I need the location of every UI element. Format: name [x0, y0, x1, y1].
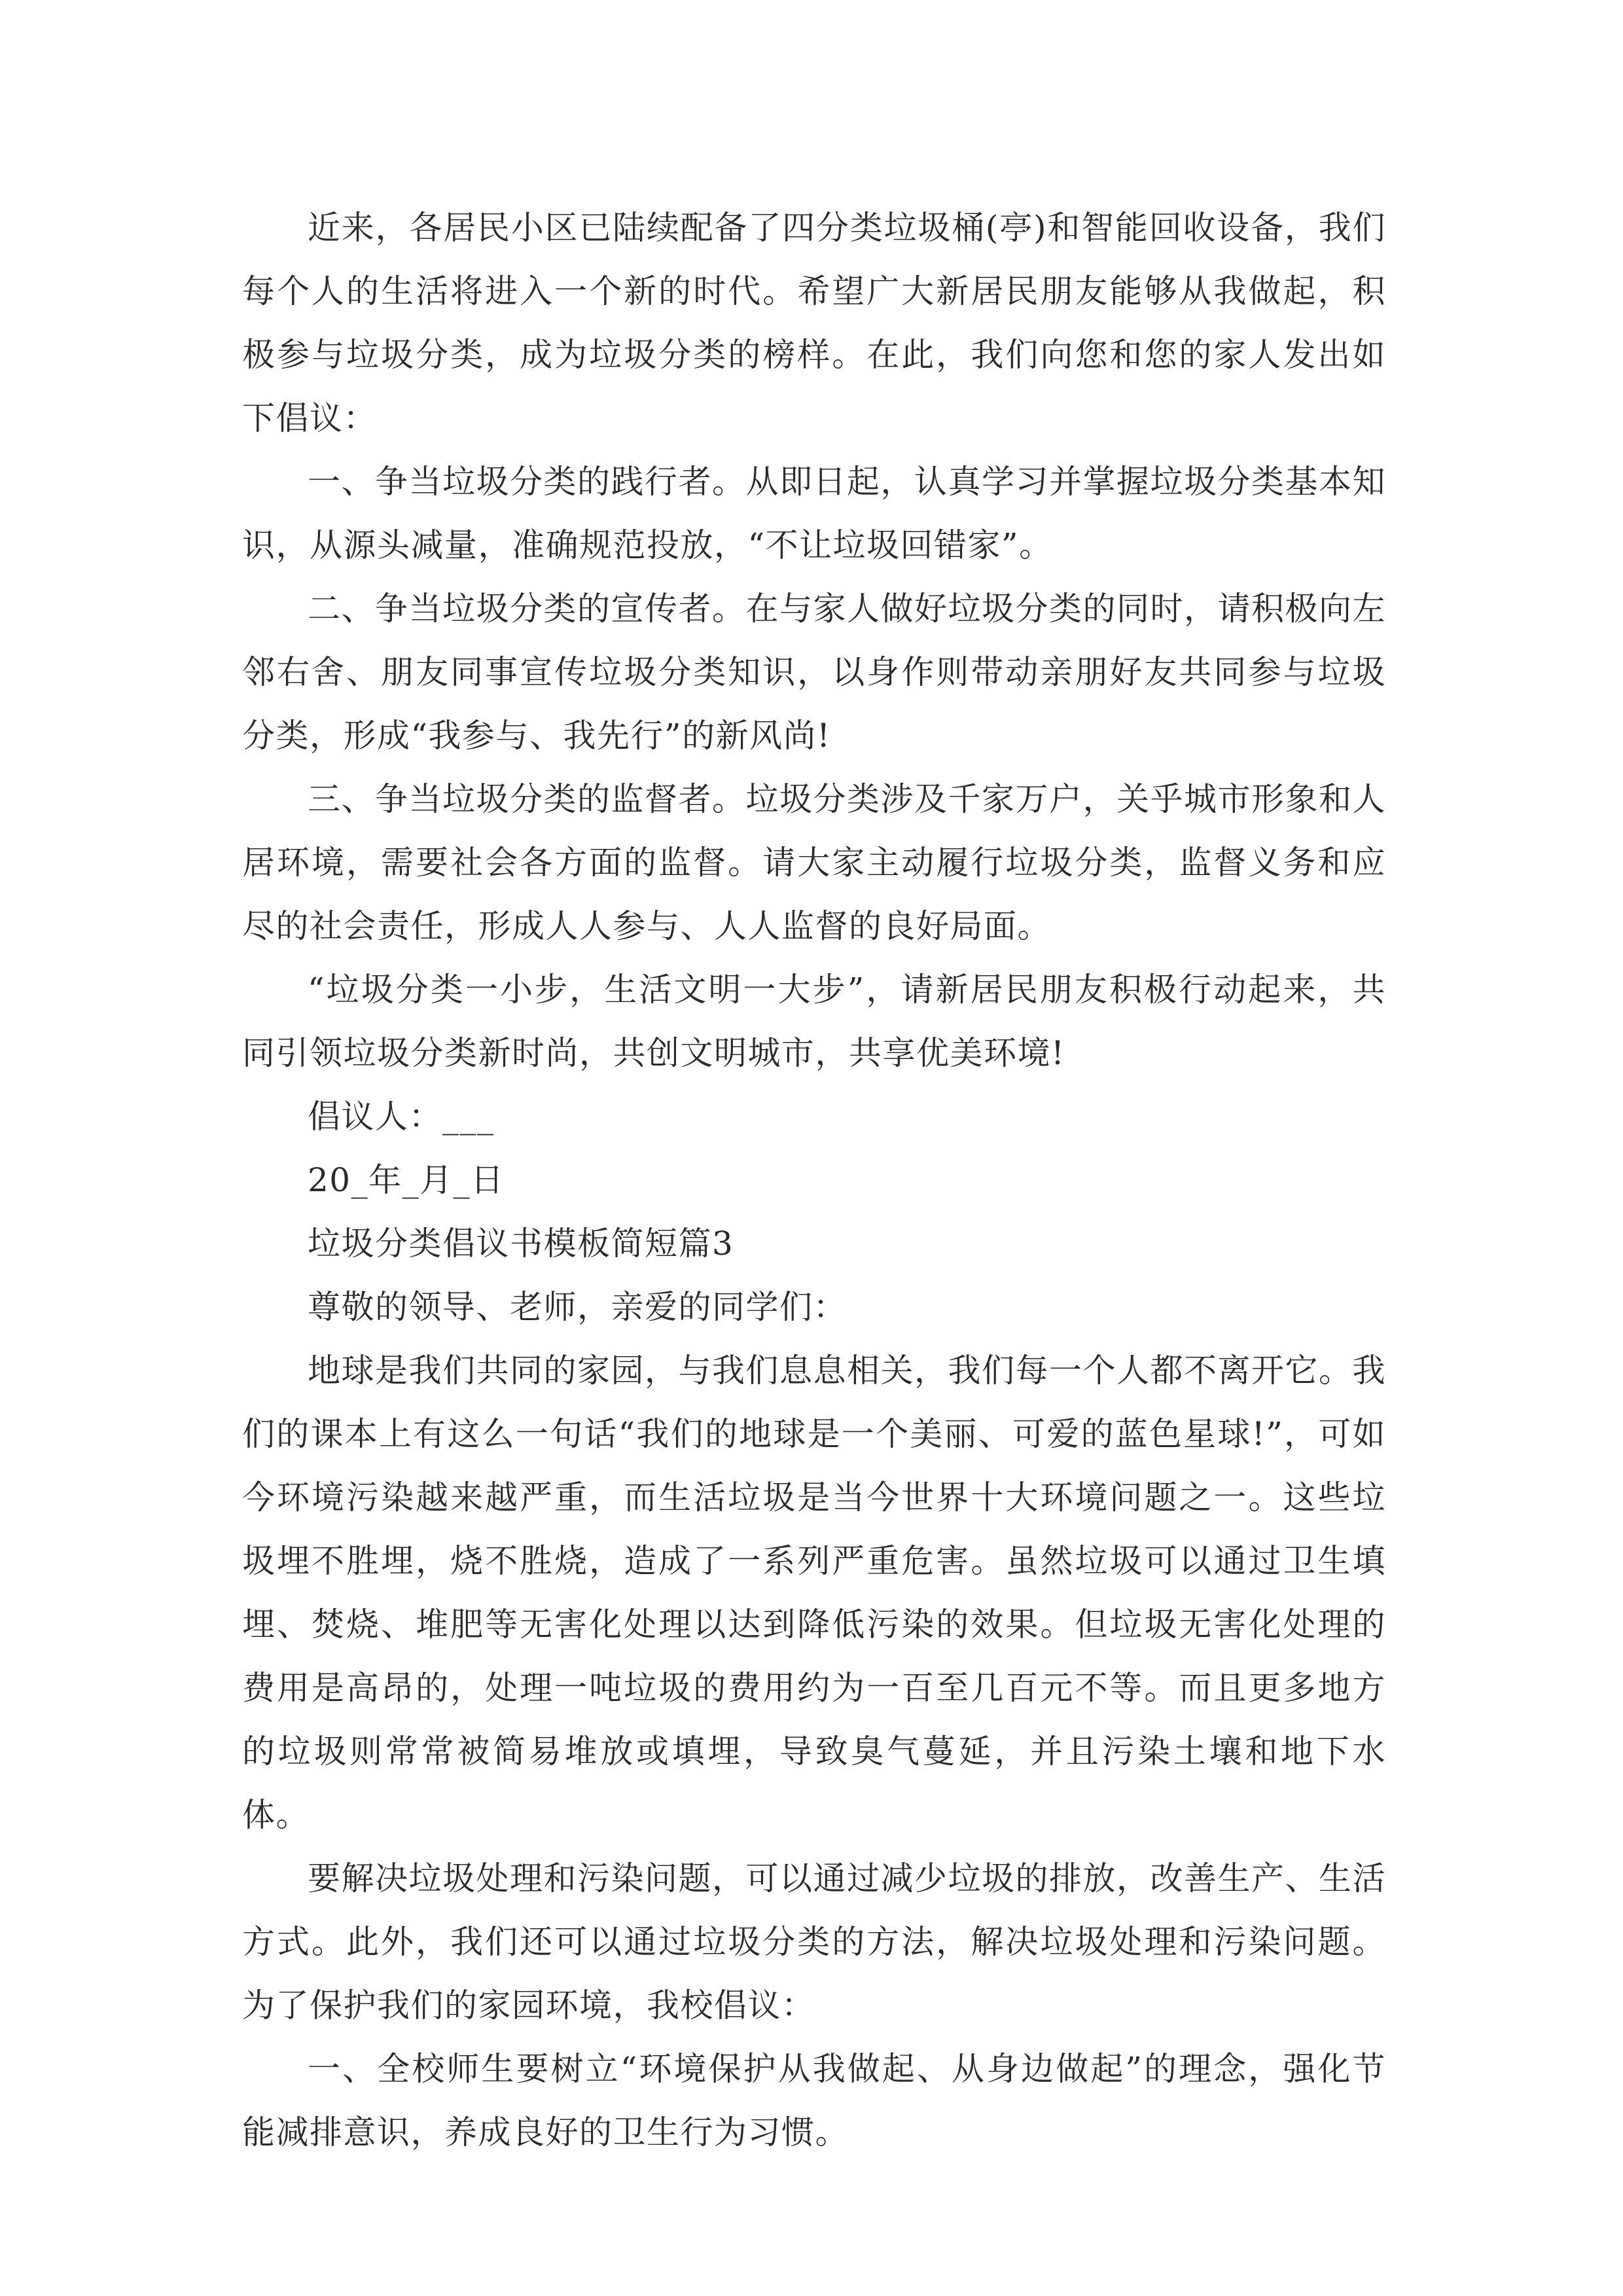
date-line: 20_年_月_日	[308, 1161, 505, 1199]
proposal-item-3: 三、争当垃圾分类的监督者。垃圾分类涉及千家万户，关乎城市形象和人居环境，需要社会各方面的监督。请大家主动履行垃圾分类，监督义务和应尽的社会责任，形成人人参与、人人监督的良好局面。	[242, 780, 1386, 945]
proposal-item-1: 一、争当垃圾分类的践行者。从即日起，认真学习并掌握垃圾分类基本知识，从源头减量，准确规范投放，“不让垃圾回错家”。	[242, 463, 1386, 564]
signer-line: 倡议人：___	[308, 1098, 495, 1136]
body-paragraph-2: 要解决垃圾处理和污染问题，可以通过减少垃圾的排放，改善生产、生活方式。此外，我们还可以通过垃圾分类的方法，解决垃圾处理和污染问题。为了保护我们的家园环境，我校倡议：	[242, 1859, 1386, 2024]
document-body	[242, 196, 1386, 2164]
proposal-item-2: 二、争当垃圾分类的宣传者。在与家人做好垃圾分类的同时，请积极向左邻右舍、朋友同事宣传垃圾分类知识，以身作则带动亲朋好友共同参与垃圾分类，形成“我参与、我先行”的新风尚!	[242, 590, 1386, 755]
greeting-line: 尊敬的领导、老师，亲爱的同学们：	[308, 1288, 847, 1326]
body-paragraph-1: 地球是我们共同的家园，与我们息息相关，我们每一个人都不离开它。我们的课本上有这么一句话“我们的地球是一个美丽、可爱的蓝色星球!”，可如今环境污染越来越严重，而生活垃圾是当今世界十大环境问题之一。这些垃圾埋不胜埋，烧不胜烧，造成了一系列严重危害。虽然垃圾可以通过卫生填埋、焚烧、堆肥等无害化处理以达到降低污染的效果。但垃圾无害化处理的费用是高昂的，处理一吨垃圾的费用约为一百至几百元不等。而且更多地方的垃圾则常常被简易堆放或填埋，导致臭气蔓延，并且污染土壤和地下水体。	[242, 1352, 1386, 1834]
intro-paragraph: 近来，各居民小区已陆续配备了四分类垃圾桶(亭)和智能回收设备，我们每个人的生活将进入一个新的时代。希望广大新居民朋友能够从我做起，积极参与垃圾分类，成为垃圾分类的榜样。在此，我们向您和您的家人发出如下倡议：	[242, 209, 1386, 437]
body-paragraph-3: 一、全校师生要树立“环境保护从我做起、从身边做起”的理念，强化节能减排意识，养成良好的卫生行为习惯。	[242, 2050, 1386, 2151]
closing-paragraph: “垃圾分类一小步，生活文明一大步”，请新居民朋友积极行动起来，共同引领垃圾分类新时尚，共创文明城市，共享优美环境!	[242, 971, 1386, 1072]
section-title: 垃圾分类倡议书模板简短篇3	[308, 1225, 734, 1263]
